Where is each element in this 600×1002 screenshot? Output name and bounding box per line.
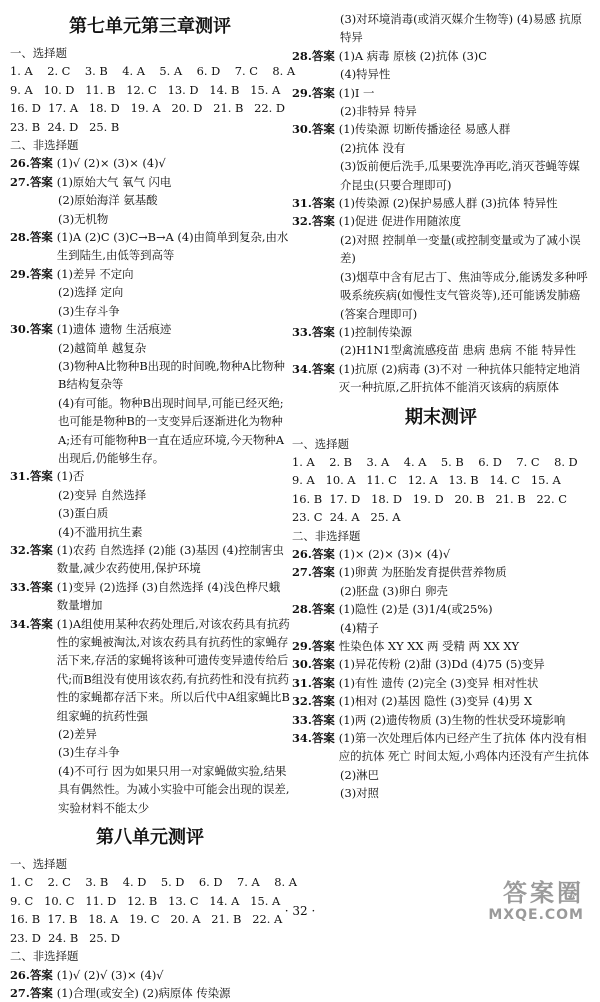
answer-item <box>10 265 290 283</box>
answer-text: (1)√ (2)√ (3)× (4)√ <box>57 966 290 984</box>
question-number: 28. <box>292 600 312 618</box>
nonchoice-answers <box>10 966 290 1002</box>
answer-item <box>292 563 590 581</box>
answer-continuation: (3)烟草中含有尼古丁、焦油等成分,能诱发多种呼吸系统疾病(如慢性支气管炎等),还可能诱发肺癌(答案合理即可) <box>292 268 590 323</box>
answer-item <box>292 120 590 138</box>
answer-item <box>292 655 590 673</box>
answer-text: (1)传染源 切断传播途径 易感人群 <box>339 120 590 138</box>
answer-item <box>292 600 590 618</box>
answer-item <box>292 323 590 341</box>
answer-continuation: (2)差异 <box>10 725 290 743</box>
answer-text: (1)控制传染源 <box>339 323 590 341</box>
answer-text: (1)A (2)C (3)C→B→A (4)由简单到复杂,由水生到陆生,由低等到高等 <box>57 228 290 265</box>
answer-label: 答案 <box>312 729 335 766</box>
answer-label: 答案 <box>312 212 335 230</box>
answer-label: 答案 <box>30 467 53 485</box>
answer-continuation: (2)变异 自然选择 <box>10 486 290 504</box>
question-number: 31. <box>292 674 312 692</box>
answer-text: (1)变异 (2)选择 (3)自然选择 (4)浅色桦尺蛾数量增加 <box>57 578 290 615</box>
final-exam-title: 期末测评 <box>292 403 590 433</box>
page-number: · 32 · <box>0 904 600 918</box>
answer-item <box>10 966 290 984</box>
question-number: 26. <box>10 154 30 172</box>
answer-text: (1)卵黄 为胚胎发育提供营养物质 <box>339 563 590 581</box>
watermark-logo <box>454 879 584 929</box>
answer-continuation: (2)选择 定向 <box>10 283 290 301</box>
unit8-title: 第八单元测评 <box>10 823 290 853</box>
answer-text: (1)有性 遗传 (2)完全 (3)变异 相对性状 <box>339 674 590 692</box>
question-number: 32. <box>292 212 312 230</box>
answer-text: (1)否 <box>57 467 290 485</box>
answer-text: (1)第一次处理后体内已经产生了抗体 体内没有相应的抗体 死亡 时间太短,小鸡体内还没有产生抗体 <box>339 729 590 766</box>
answer-continuation: (4)不可行 因为如果只用一对家蝇做实验,结果具有偶然性。为减小实验中可能会出现的误差,实验材料不能太少 <box>10 762 290 817</box>
question-number: 30. <box>292 655 312 673</box>
nonchoice-answers <box>10 154 290 817</box>
answer-label: 答案 <box>312 674 335 692</box>
answer-text: (1)促进 促进作用随浓度 <box>339 212 590 230</box>
answer-text: (1)相对 (2)基因 隐性 (3)变异 (4)男 X <box>339 692 590 710</box>
unit7-ch3-title: 第七单元第三章测评 <box>10 12 290 42</box>
answer-item <box>10 228 290 265</box>
question-number: 27. <box>292 563 312 581</box>
answer-label: 答案 <box>30 173 53 191</box>
answer-item <box>292 674 590 692</box>
question-number: 34. <box>292 729 312 766</box>
answer-continuation: (2)越简单 越复杂 <box>10 339 290 357</box>
answer-continuation: (2)对照 控制单一变量(或控制变量或为了减小误差) <box>292 231 590 268</box>
watermark-logo-text: 答案圈 <box>454 879 584 907</box>
question-number: 26. <box>292 545 312 563</box>
choice-answer-row: 23. D 24. B 25. D <box>10 929 290 947</box>
answer-label: 答案 <box>312 637 335 655</box>
question-number: 26. <box>10 966 30 984</box>
answer-label: 答案 <box>312 692 335 710</box>
answer-text: (1)√ (2)× (3)× (4)√ <box>57 154 290 172</box>
choice-answer-row: 9. C 10. C 11. D 12. B 13. C 14. A 15. A <box>10 892 290 910</box>
nonchoice-answers-continued <box>292 10 590 397</box>
answer-label: 答案 <box>30 228 53 265</box>
section-choice: 一、选择题 <box>10 44 290 62</box>
question-number: 32. <box>10 541 30 578</box>
question-number: 31. <box>292 194 312 212</box>
answer-item <box>10 154 290 172</box>
answer-label: 答案 <box>312 47 335 65</box>
question-number: 33. <box>292 711 312 729</box>
answer-text: (1)A组使用某种农药处理后,对该农药具有抗药性的家蝇被淘汰,对该农药具有抗药性的家蝇存活下来,存活的家蝇将该种可遗传变异遗传给后代;而B组没有使用该农药,有抗药性和没有抗药性的家蝇都存活下来。所以后代中A组家蝇比B组家蝇的抗药性强 <box>57 615 290 725</box>
choice-answer-row: 23. B 24. D 25. B <box>10 118 290 136</box>
answer-continuation: (2)H1N1型禽流感疫苗 患病 患病 不能 特异性 <box>292 341 590 359</box>
answer-continuation: (3)对环境消毒(或消灭媒介生物等) (4)易感 抗原 特异 <box>292 10 590 47</box>
left-column <box>10 10 290 1002</box>
answer-continuation: (3)对照 <box>292 784 590 802</box>
answer-label: 答案 <box>312 360 335 397</box>
answer-text: (1)两 (2)遗传物质 (3)生物的性状受环境影响 <box>339 711 590 729</box>
question-number: 29. <box>10 265 30 283</box>
choice-answer-row: 16. D 17. A 18. D 19. A 20. D 21. B 22. D <box>10 99 290 117</box>
choice-answer-row: 1. C 2. C 3. B 4. D 5. D 6. D 7. A 8. A <box>10 873 290 891</box>
answer-item <box>292 194 590 212</box>
answer-item <box>292 360 590 397</box>
answer-text: (1)抗原 (2)病毒 (3)不对 一种抗体只能特定地消灭一种抗原,乙肝抗体不能消灭该病的病原体 <box>339 360 590 397</box>
right-column <box>292 10 590 803</box>
answer-label: 答案 <box>30 578 53 615</box>
answer-continuation: (2)非特异 特异 <box>292 102 590 120</box>
choice-answer-row: 1. A 2. C 3. B 4. A 5. A 6. D 7. C 8. A <box>10 62 290 80</box>
answer-text: (1)Ⅰ 一 <box>339 84 590 102</box>
answer-continuation: (3)无机物 <box>10 210 290 228</box>
answer-text: (1)传染源 (2)保护易感人群 (3)抗体 特异性 <box>339 194 590 212</box>
answer-label: 答案 <box>30 615 53 725</box>
answer-continuation: (3)生存斗争 <box>10 302 290 320</box>
answer-continuation: (2)胚盘 (3)卵白 卵壳 <box>292 582 590 600</box>
question-number: 28. <box>10 228 30 265</box>
question-number: 28. <box>292 47 312 65</box>
answer-text: (1)异花传粉 (2)甜 (3)Dd (4)75 (5)变异 <box>339 655 590 673</box>
section-nonchoice: 二、非选择题 <box>10 947 290 965</box>
answer-continuation: (3)饭前便后洗手,瓜果要洗净再吃,消灭苍蝇等媒介昆虫(只要合理即可) <box>292 157 590 194</box>
answer-label: 答案 <box>312 711 335 729</box>
answer-label: 答案 <box>30 984 53 1002</box>
question-number: 30. <box>292 120 312 138</box>
answer-label: 答案 <box>30 966 53 984</box>
answer-label: 答案 <box>312 563 335 581</box>
answer-label: 答案 <box>312 120 335 138</box>
nonchoice-answers <box>292 545 590 803</box>
answer-text: (1)原始大气 氧气 闪电 <box>57 173 290 191</box>
answer-label: 答案 <box>312 600 335 618</box>
answer-item <box>10 615 290 725</box>
answer-text: 性染色体 XY XX 两 受精 两 XX XY <box>339 637 590 655</box>
answer-continuation: (4)有可能。物种B出现时间早,可能已经灭绝;也可能是物种B的一支变异后逐渐进化为物种A;还有可能物种B一直在适应环境,今天物种A出现后,仍能够生存。 <box>10 394 290 468</box>
question-number: 32. <box>292 692 312 710</box>
answer-label: 答案 <box>30 265 53 283</box>
answer-text: (1)农药 自然选择 (2)能 (3)基因 (4)控制害虫数量,减少农药使用,保护环境 <box>57 541 290 578</box>
answer-continuation: (2)抗体 没有 <box>292 139 590 157</box>
answer-text: (1)合理(或安全) (2)病原体 传染源 <box>57 984 290 1002</box>
answer-item <box>292 212 590 230</box>
question-number: 27. <box>10 173 30 191</box>
answer-label: 答案 <box>312 323 335 341</box>
answer-item <box>10 541 290 578</box>
choice-answers <box>292 453 590 527</box>
question-number: 33. <box>10 578 30 615</box>
question-number: 33. <box>292 323 312 341</box>
choice-answer-row: 1. A 2. B 3. A 4. A 5. B 6. D 7. C 8. D <box>292 453 590 471</box>
answer-continuation: (3)蛋白质 <box>10 504 290 522</box>
answer-text: (1)A 病毒 原核 (2)抗体 (3)C <box>339 47 590 65</box>
answer-item <box>292 545 590 563</box>
answer-text: (1)隐性 (2)是 (3)1/4(或25%) <box>339 600 590 618</box>
question-number: 29. <box>292 637 312 655</box>
answer-item <box>292 692 590 710</box>
choice-answer-row: 9. A 10. D 11. B 12. C 13. D 14. B 15. A <box>10 81 290 99</box>
choice-answers <box>10 62 290 136</box>
answer-continuation: (3)物种A比物种B出现的时间晚,物种A比物种B结构复杂等 <box>10 357 290 394</box>
answer-item <box>10 320 290 338</box>
answer-item <box>10 578 290 615</box>
answer-item <box>292 711 590 729</box>
answer-continuation: (4)特异性 <box>292 65 590 83</box>
choice-answer-row: 23. C 24. A 25. A <box>292 508 590 526</box>
section-nonchoice: 二、非选择题 <box>10 136 290 154</box>
answer-continuation: (4)不滥用抗生素 <box>10 523 290 541</box>
answer-item <box>292 47 590 65</box>
answer-continuation: (2)淋巴 <box>292 766 590 784</box>
answer-label: 答案 <box>312 655 335 673</box>
question-number: 34. <box>10 615 30 725</box>
answer-label: 答案 <box>312 194 335 212</box>
answer-continuation: (4)精子 <box>292 619 590 637</box>
answer-label: 答案 <box>312 545 335 563</box>
section-nonchoice: 二、非选择题 <box>292 527 590 545</box>
choice-answer-row: 16. B 17. B 18. A 19. C 20. A 21. B 22. A <box>10 910 290 928</box>
answer-item <box>10 173 290 191</box>
answer-continuation: (2)原始海洋 氨基酸 <box>10 191 290 209</box>
answer-item <box>10 467 290 485</box>
answer-continuation: (3)生存斗争 <box>10 743 290 761</box>
answer-item <box>292 84 590 102</box>
choice-answer-row: 16. B 17. D 18. D 19. D 20. B 21. B 22. C <box>292 490 590 508</box>
question-number: 30. <box>10 320 30 338</box>
watermark-logo-url: MXQE.COM <box>454 907 584 923</box>
answer-label: 答案 <box>312 84 335 102</box>
section-choice: 一、选择题 <box>10 855 290 873</box>
question-number: 29. <box>292 84 312 102</box>
answer-label: 答案 <box>30 541 53 578</box>
question-number: 27. <box>10 984 30 1002</box>
answer-text: (1)差异 不定向 <box>57 265 290 283</box>
answer-label: 答案 <box>30 320 53 338</box>
choice-answer-row: 9. A 10. A 11. C 12. A 13. B 14. C 15. A <box>292 471 590 489</box>
answer-item <box>292 729 590 766</box>
section-choice: 一、选择题 <box>292 435 590 453</box>
answer-label: 答案 <box>30 154 53 172</box>
answer-text: (1)遗体 遗物 生活痕迹 <box>57 320 290 338</box>
question-number: 31. <box>10 467 30 485</box>
question-number: 34. <box>292 360 312 397</box>
answer-text: (1)× (2)× (3)× (4)√ <box>339 545 590 563</box>
answer-item <box>292 637 590 655</box>
answer-item <box>10 984 290 1002</box>
